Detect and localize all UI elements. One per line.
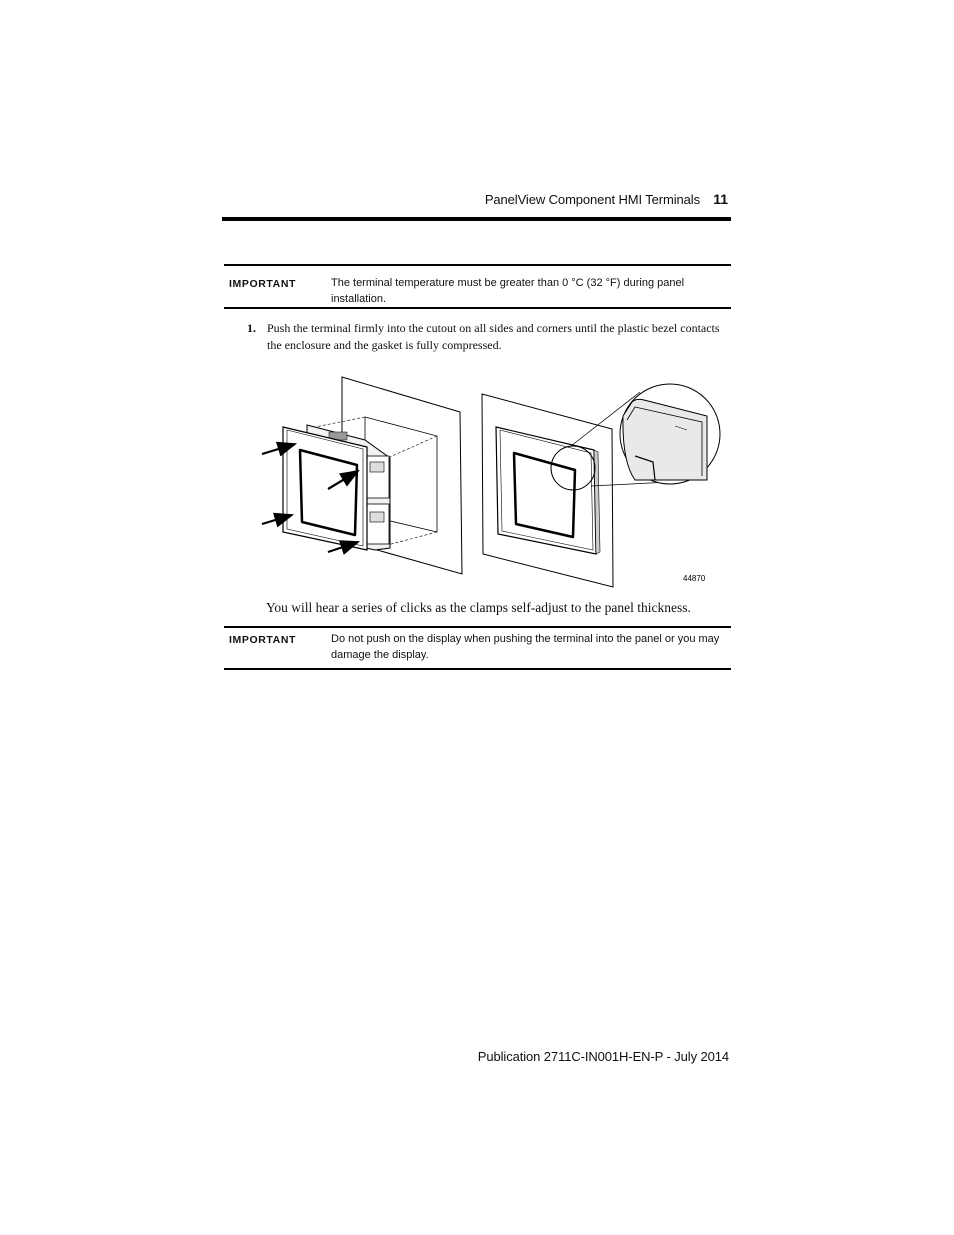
- clicks-note: You will hear a series of clicks as the clamps self-adjust to the panel thickness.: [266, 600, 691, 615]
- important-label: IMPORTANT: [229, 278, 297, 290]
- installation-figure: [255, 372, 725, 590]
- important-note-display: [224, 626, 731, 670]
- important-note-temperature: [224, 264, 731, 309]
- step-text: Push the terminal firmly into the cutout on all sides and corners until the plastic bezel contacts the enclosure and the gasket is fully compressed.: [267, 321, 720, 352]
- publication-footer: Publication 2711C-IN001H-EN-P - July 2014: [477, 1049, 729, 1064]
- important-text: The terminal temperature must be greater than 0 °C (32 °F) during panel installation.: [331, 277, 685, 305]
- header-rule: [222, 217, 731, 221]
- important-label: IMPORTANT: [229, 634, 297, 646]
- step-number: 1.: [247, 321, 256, 335]
- page-number: 11: [713, 191, 728, 207]
- header-title: PanelView Component HMI Terminals: [484, 192, 700, 207]
- installation-illustration: [255, 372, 725, 590]
- figure-number: 44870: [683, 574, 706, 583]
- running-header: [222, 191, 730, 211]
- important-text: Do not push on the display when pushing the terminal into the panel or you may damage the display.: [331, 633, 720, 661]
